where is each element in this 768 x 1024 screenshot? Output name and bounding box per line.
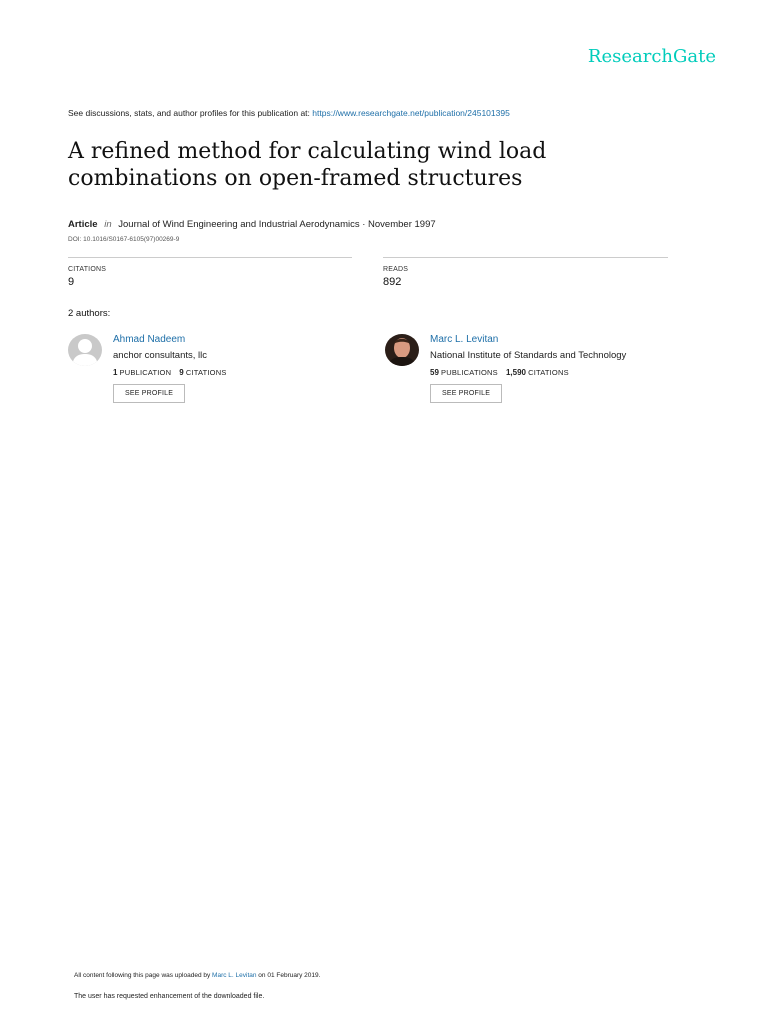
author-affiliation: anchor consultants, llc: [113, 350, 207, 361]
uploader-link[interactable]: Marc L. Levitan: [212, 972, 257, 979]
researchgate-logo[interactable]: ResearchGate: [587, 46, 716, 67]
in-label: in: [104, 219, 112, 230]
discussion-line: [68, 108, 510, 118]
reads-value: 892: [383, 276, 402, 288]
see-profile-button[interactable]: SEE PROFILE: [430, 384, 502, 403]
citation-label: CITATIONS: [185, 368, 227, 377]
publication-meta: [68, 219, 436, 230]
discussion-text: See discussions, stats, and author profiles for this publication at:: [68, 108, 310, 118]
publication-type: Article: [68, 219, 98, 230]
author-name[interactable]: Ahmad Nadeem: [113, 334, 186, 345]
authors-heading: 2 authors:: [68, 308, 111, 319]
citations-value: 9: [68, 276, 75, 288]
citations-label: CITATIONS: [68, 266, 107, 273]
publication-count: 59: [430, 368, 439, 377]
publication-label: PUBLICATIONS: [441, 368, 498, 377]
journal-and-date: Journal of Wind Engineering and Industrial Aerodynamics · November 1997: [118, 219, 436, 230]
enhancement-note: The user has requested enhancement of the downloaded file.: [74, 993, 265, 1000]
author-photo[interactable]: [385, 334, 419, 366]
reads-stat: [383, 257, 668, 288]
author-name[interactable]: Marc L. Levitan: [430, 334, 499, 345]
reads-label: READS: [383, 266, 409, 273]
citation-count: 9: [179, 368, 184, 377]
doi: DOI: 10.1016/S0167-6105(97)00269-9: [68, 236, 180, 243]
upload-note: [74, 972, 320, 979]
citation-count: 1,590: [505, 368, 526, 377]
publication-title: A refined method for calculating wind load combinations on open-framed structures: [68, 139, 547, 191]
upload-prefix: All content following this page was uploaded by: [74, 972, 211, 979]
see-profile-button[interactable]: SEE PROFILE: [113, 384, 185, 403]
author-affiliation: National Institute of Standards and Technology: [430, 350, 627, 361]
default-user-icon[interactable]: [68, 334, 102, 366]
author-stats: [113, 368, 373, 377]
citations-stat: [68, 257, 352, 288]
upload-suffix: on 01 February 2019.: [258, 972, 321, 979]
citation-label: CITATIONS: [528, 368, 569, 377]
author-stats: [430, 368, 690, 377]
publication-count: 1: [113, 368, 118, 377]
publication-link[interactable]: https://www.researchgate.net/publication/245101395: [312, 108, 510, 118]
publication-label: PUBLICATION: [119, 368, 172, 377]
